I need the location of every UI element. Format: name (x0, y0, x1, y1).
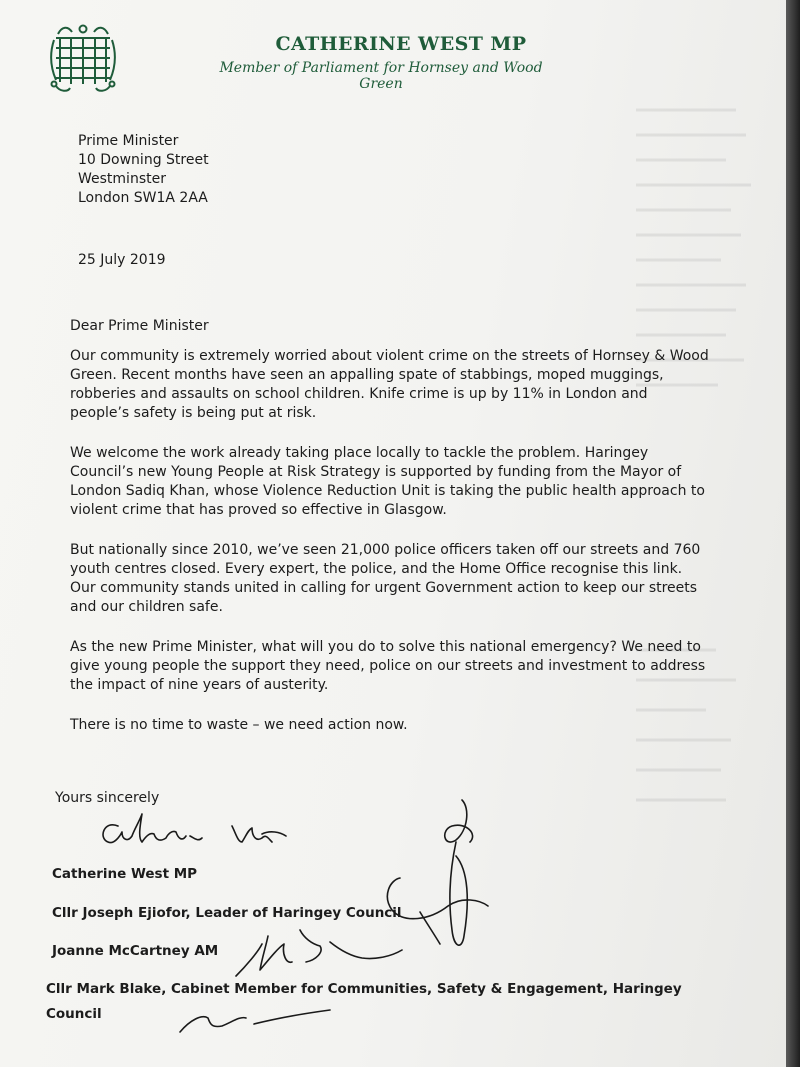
show-through-text (626, 90, 766, 990)
letterhead-name: CATHERINE WEST MP (275, 33, 527, 55)
letter-date: 25 July 2019 (78, 252, 166, 268)
letterhead-role: Member of Parliament for Hornsey and Wood Green (219, 60, 543, 92)
paragraph: We welcome the work already taking place locally to tackle the problem. Haringey Council’s new Young People at Risk Strategy is supported by funding from the Mayor of London Sadiq Khan, whose Violence Reduction Unit is taking the public health approach to violent crime that has proved so effective in Glasgow. (70, 445, 705, 518)
address-line: London SW1A 2AA (78, 190, 208, 206)
paragraph: There is no time to waste – we need action now. (70, 717, 408, 733)
recipient-address (78, 132, 209, 208)
closing: Yours sincerely (55, 790, 160, 806)
signatory-name: Catherine West MP (52, 866, 198, 882)
signatory-name: Cllr Joseph Ejiofor, Leader of Haringey Council (52, 905, 402, 921)
portcullis-icon (50, 22, 116, 94)
address-line: Westminster (78, 171, 166, 187)
address-line: 10 Downing Street (78, 152, 209, 168)
background-edge (786, 0, 800, 1067)
paragraph: Our community is extremely worried about violent crime on the streets of Hornsey & Wood Green. Recent months have seen an appalling spate of stabbings, moped muggings, robberies and assaults on school children. Knife crime is up by 11% in London and people’s safety is being put at risk. (70, 348, 709, 421)
salutation: Dear Prime Minister (70, 318, 209, 334)
paragraph: As the new Prime Minister, what will you do to solve this national emergency? We need to give young people the support they need, police on our streets and investment to address the impact of nine years of austerity. (70, 639, 706, 693)
letter-body (70, 317, 710, 756)
paragraph: But nationally since 2010, we’ve seen 21,000 police officers taken off our streets and 760 youth centres closed. Every expert, the police, and the Home Office recognise this link. Our community stands united in calling for urgent Government action to keep our streets and our children safe. (70, 542, 701, 615)
signatory-name: Council (46, 1006, 102, 1022)
address-line: Prime Minister (78, 133, 179, 149)
signatory-name: Cllr Mark Blake, Cabinet Member for Communities, Safety & Engagement, Haringey (46, 981, 682, 997)
signatory-name: Joanne McCartney AM (52, 943, 219, 959)
